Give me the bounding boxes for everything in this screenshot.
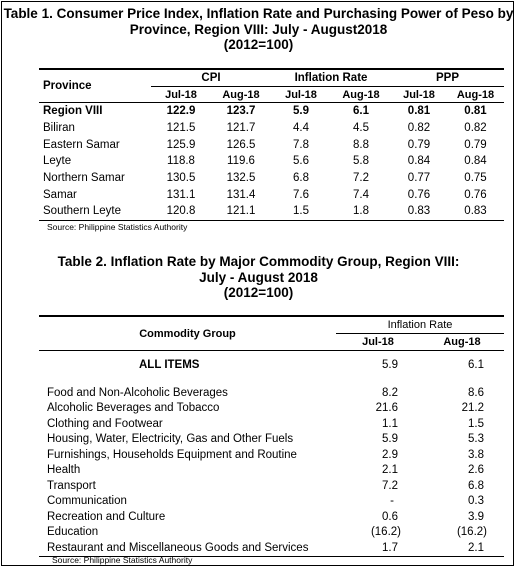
province-name: Eastern Samar (43, 138, 120, 151)
rate-jul: 0.6 (382, 510, 398, 523)
rate-aug: 21.2 (461, 402, 484, 415)
cpi-aug: 131.4 (226, 188, 256, 201)
rate-jul: 2.9 (382, 448, 398, 461)
rate-jul: 1.7 (382, 541, 398, 554)
ppp-aug: 0.81 (464, 105, 487, 118)
inf-jul: 7.8 (293, 138, 309, 151)
rate-jul: 7.2 (382, 479, 398, 492)
commodity-group: Housing, Water, Electricity, Gas and Other Fuels (47, 433, 294, 446)
commodity-group: Communication (47, 495, 127, 508)
table-row (39, 494, 504, 510)
rate-jul: - (390, 495, 394, 508)
rate-aug: 3.8 (468, 448, 484, 461)
rate-jul: 2.1 (382, 464, 398, 477)
ppp-aug: 0.79 (464, 138, 487, 151)
ppp-aug: 0.84 (464, 155, 487, 168)
rate-aug: 2.6 (468, 464, 484, 477)
table-row (39, 540, 504, 556)
rate-aug: 6.8 (468, 479, 484, 492)
table2-title-line2: July - August 2018 (199, 269, 318, 285)
table2-title-line3: (2012=100) (223, 285, 294, 300)
header-cpi: CPI (151, 69, 271, 87)
header-commodity-group: Commodity Group (39, 316, 336, 351)
header-ppp: PPP (391, 69, 504, 87)
header-inflation: Inflation Rate (271, 69, 391, 87)
rate-jul: 5.9 (382, 433, 398, 446)
cpi-aug: 121.1 (226, 205, 256, 218)
cpi-jul: 118.8 (167, 155, 195, 168)
header-cpi-aug: Aug-18 (222, 88, 260, 101)
ppp-jul: 0.84 (407, 155, 431, 168)
ppp-jul: 0.77 (407, 172, 431, 185)
cpi-aug: 132.5 (226, 172, 256, 185)
ppp-aug: 0.76 (464, 188, 487, 201)
table-row (39, 478, 504, 494)
table-row (39, 416, 504, 432)
province-name: Samar (43, 188, 77, 201)
ppp-jul: 0.83 (407, 205, 431, 218)
table-row (39, 509, 504, 525)
inf-jul: 7.6 (293, 188, 309, 201)
cpi-aug: 119.6 (227, 155, 255, 168)
ppp-jul: 0.81 (407, 105, 431, 118)
cpi-jul: 130.5 (166, 172, 196, 185)
ppp-aug: 0.82 (464, 122, 487, 135)
inf-aug: 8.8 (353, 138, 369, 151)
all-items-jul: 5.9 (382, 359, 398, 371)
table-row (39, 525, 504, 541)
header-ppp-jul: Jul-18 (403, 88, 435, 101)
inf-jul: 5.6 (293, 155, 309, 168)
cpi-aug: 123.7 (226, 105, 256, 118)
cpi-jul: 125.9 (166, 138, 196, 151)
table-row (39, 447, 504, 463)
table1-title-line1: Table 1. Consumer Price Index, Inflation Rate and Purchasing Power of Peso by (3, 6, 514, 21)
ppp-jul: 0.82 (407, 122, 431, 135)
all-items-row (39, 351, 504, 380)
cpi-aug: 121.7 (226, 122, 256, 135)
ppp-aug: 0.83 (464, 205, 487, 218)
rate-aug: (16.2) (456, 526, 487, 539)
inf-aug: 7.2 (353, 172, 369, 185)
header-inf-aug: Aug-18 (342, 88, 380, 101)
table2-title-line1: Table 2. Inflation Rate by Major Commodity Group, Region VIII: (57, 254, 460, 269)
rate-aug: 8.6 (468, 386, 484, 399)
cpi-jul: 121.5 (166, 122, 196, 135)
table2 (39, 315, 504, 557)
commodity-group: Education (47, 526, 99, 539)
header-aug: Aug-18 (443, 336, 481, 348)
province-name: Leyte (43, 155, 72, 168)
inf-jul: 5.9 (293, 105, 309, 118)
inf-aug: 6.1 (353, 105, 369, 118)
rate-jul: 1.1 (382, 417, 398, 430)
ppp-jul: 0.79 (407, 138, 431, 151)
header-jul: Jul-18 (362, 336, 394, 348)
ppp-jul: 0.76 (407, 188, 431, 201)
table-row (39, 463, 504, 479)
table1-title (2, 6, 515, 53)
commodity-group: Restaurant and Miscellaneous Goods and Services (47, 541, 309, 554)
commodity-group: Alcoholic Beverages and Tobacco (47, 402, 220, 415)
table1-title-line3: (2012=100) (223, 37, 294, 52)
rate-aug: 3.9 (468, 510, 484, 523)
cpi-aug: 126.5 (226, 138, 256, 151)
all-items-label: ALL ITEMS (139, 359, 200, 371)
all-items-aug: 6.1 (468, 359, 484, 371)
cpi-jul: 122.9 (166, 105, 196, 118)
commodity-group: Health (47, 464, 81, 477)
table2-title (2, 254, 515, 301)
rate-jul: 8.2 (382, 386, 398, 399)
province-name: Region VIII (43, 105, 103, 118)
commodity-group: Recreation and Culture (47, 510, 166, 523)
header-province: Province (39, 69, 151, 103)
table-row (39, 401, 504, 417)
province-name: Southern Leyte (43, 205, 122, 218)
cpi-jul: 120.8 (166, 205, 196, 218)
province-name: Northern Samar (43, 172, 125, 185)
table-row (39, 170, 504, 187)
commodity-group: Transport (47, 479, 96, 492)
header-inflation-rate: Inflation Rate (336, 316, 504, 334)
table1-title-line2: Province, Region VIII: July - August2018 (129, 21, 388, 37)
table2-source: Source: Philippine Statistics Authority (52, 555, 193, 565)
table-row (39, 203, 504, 220)
rate-aug: 0.3 (468, 495, 484, 508)
commodity-group: Furnishings, Households Equipment and Routine (47, 448, 297, 461)
header-inf-jul: Jul-18 (285, 88, 317, 101)
table1-source: Source: Philippine Statistics Authority (47, 222, 188, 232)
rate-aug: 2.1 (468, 541, 484, 554)
rate-aug: 1.5 (468, 417, 484, 430)
inf-aug: 1.8 (353, 205, 369, 218)
inf-jul: 4.4 (293, 122, 309, 135)
commodity-group: Food and Non-Alcoholic Beverages (47, 386, 228, 399)
inf-jul: 6.8 (293, 172, 309, 185)
table-row (39, 153, 504, 170)
inf-jul: 1.5 (293, 205, 309, 218)
table1 (39, 68, 504, 221)
rate-jul: (16.2) (370, 526, 401, 539)
header-cpi-jul: Jul-18 (165, 88, 197, 101)
ppp-aug: 0.75 (464, 172, 487, 185)
inf-aug: 7.4 (353, 188, 369, 201)
table-row (39, 136, 504, 153)
commodity-group: Clothing and Footwear (47, 417, 163, 430)
table-row (39, 120, 504, 137)
table-row (39, 432, 504, 448)
header-ppp-aug: Aug-18 (456, 88, 495, 101)
rate-aug: 5.3 (468, 433, 484, 446)
cpi-jul: 131.1 (166, 188, 196, 201)
province-name: Biliran (43, 122, 75, 135)
table-row (39, 103, 504, 120)
rate-jul: 21.6 (375, 402, 398, 415)
table-row (39, 385, 504, 401)
table-row (39, 186, 504, 203)
inf-aug: 5.8 (353, 155, 369, 168)
inf-aug: 4.5 (353, 122, 369, 135)
